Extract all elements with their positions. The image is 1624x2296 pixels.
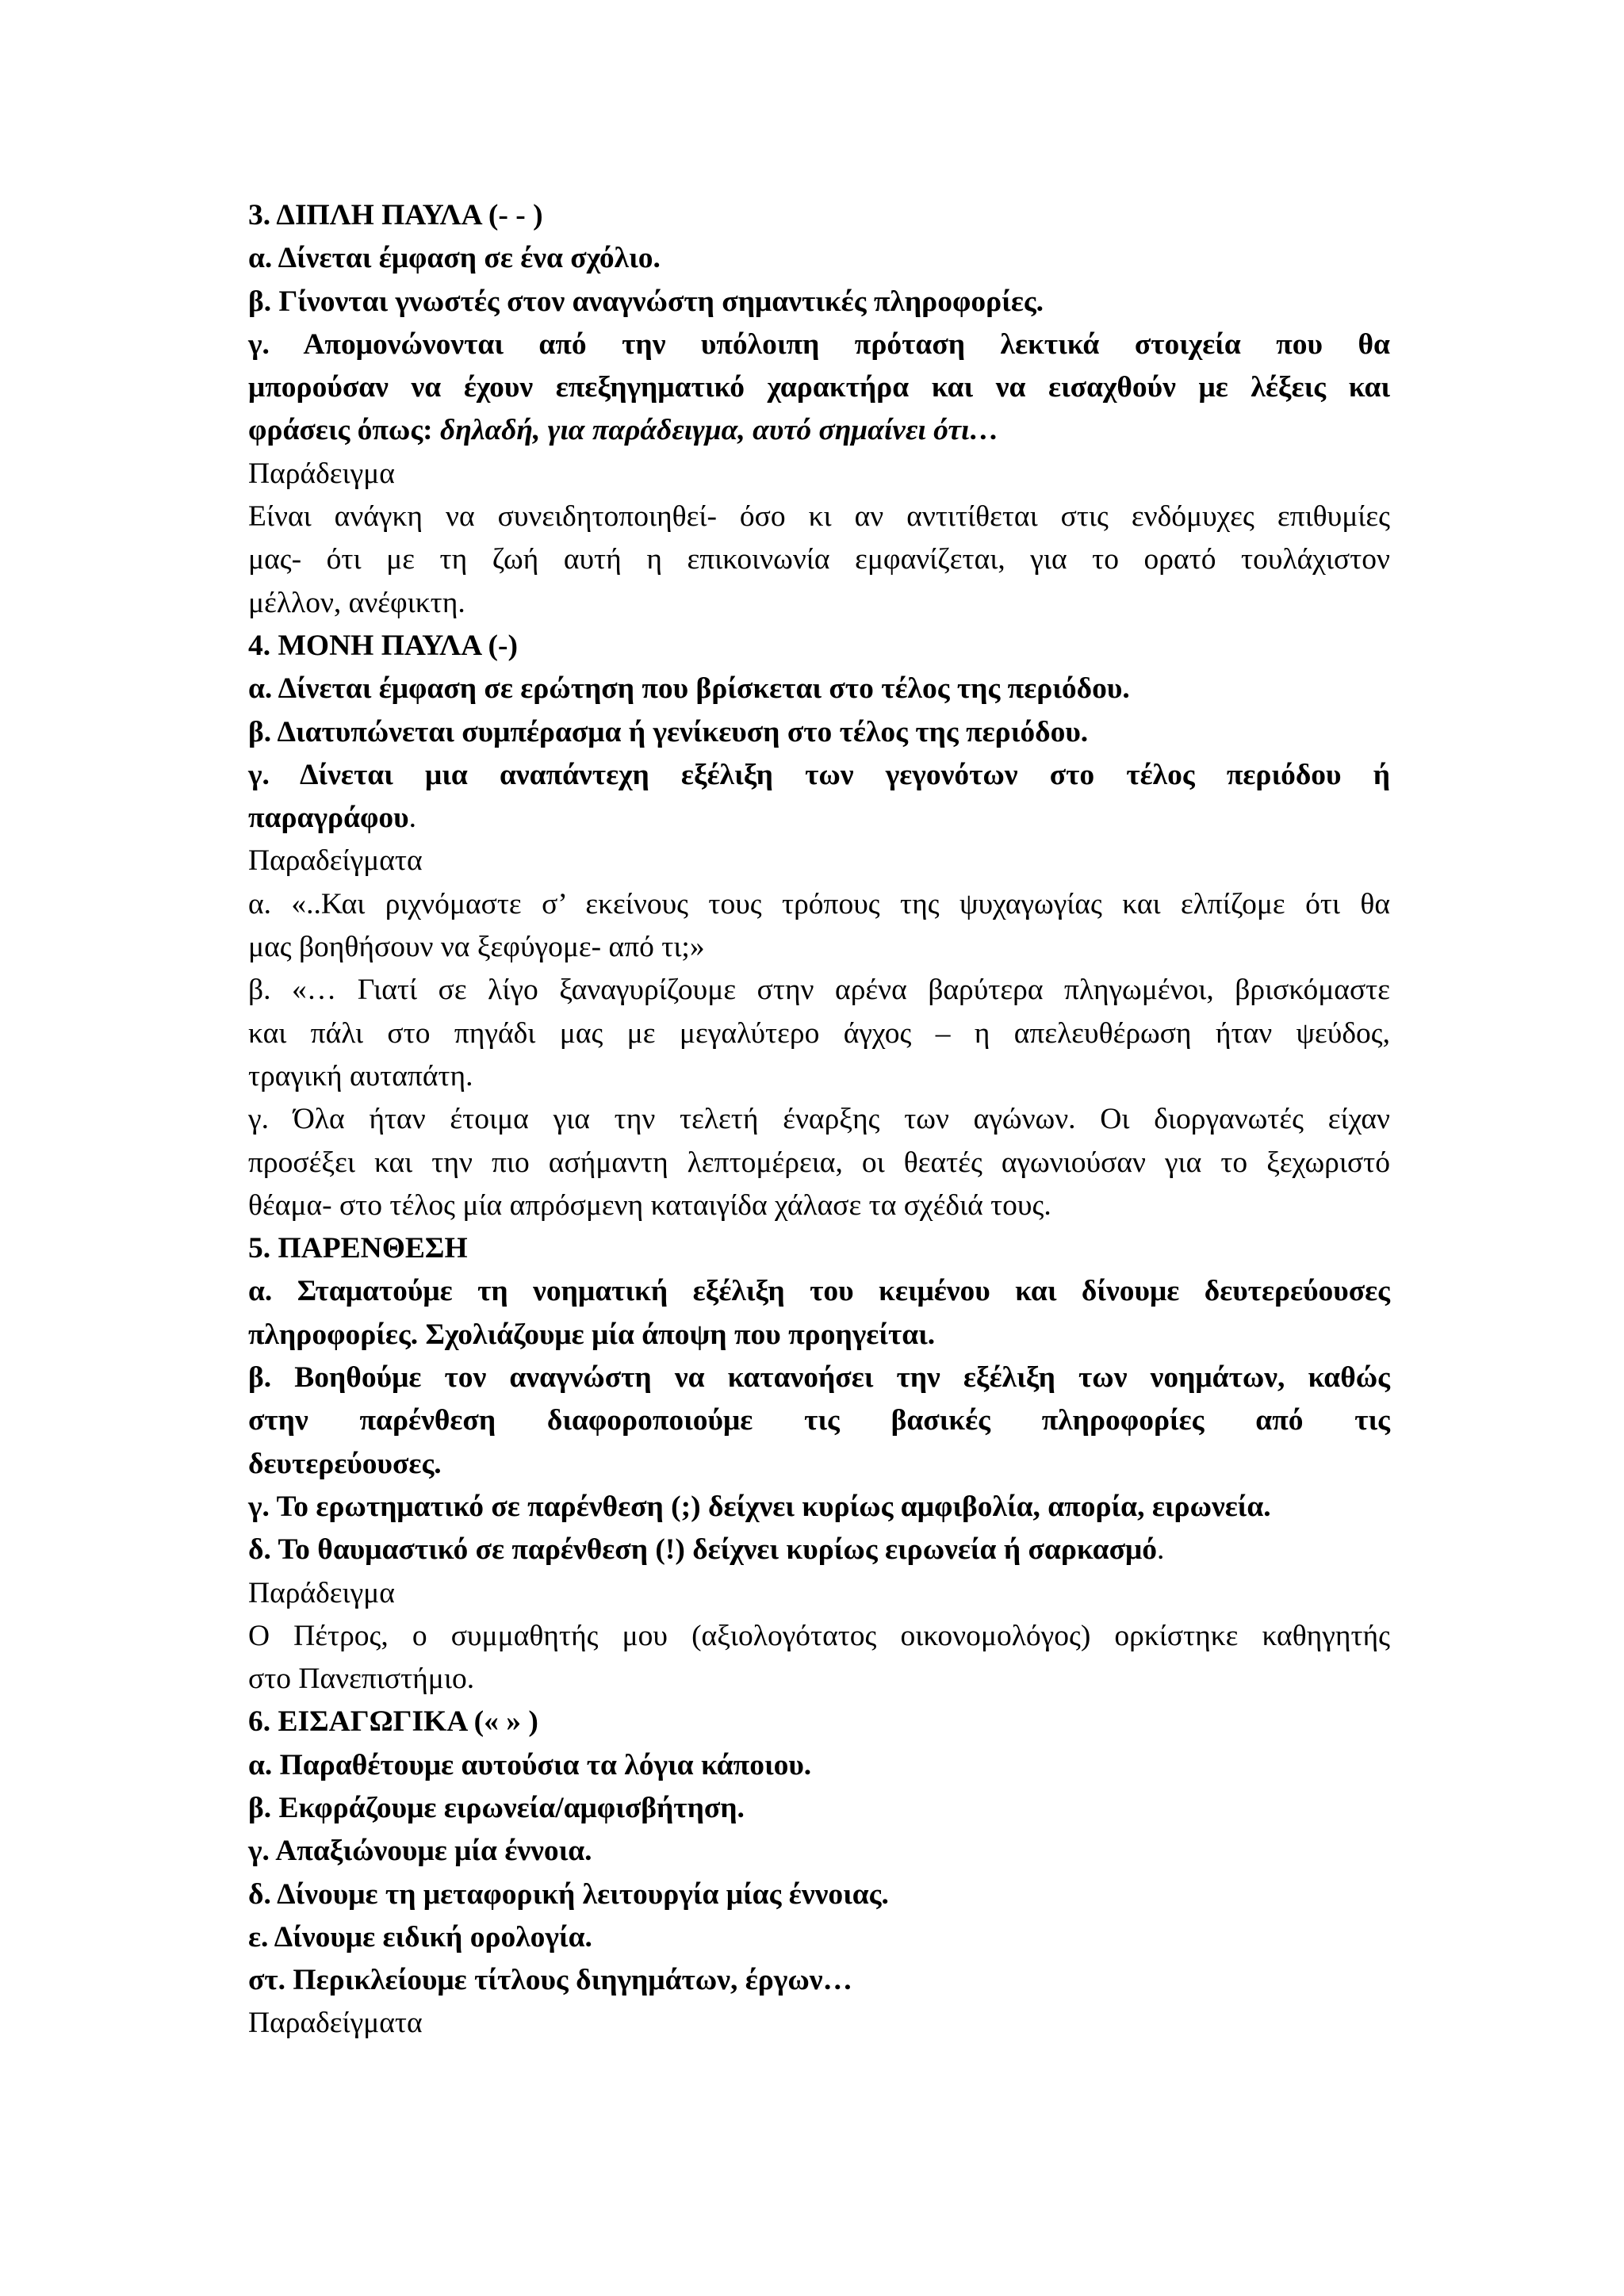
section-5-item-a-line-1: α. Σταματούμε τη νοηματική εξέλιξη του κειμένου και δίνουμε δευτερεύουσες	[248, 1275, 1390, 1308]
section-5-item-d-text: δ. Το θαυμαστικό σε παρένθεση (!) δείχνει κυρίως ειρωνεία ή σαρκασμό	[248, 1533, 1157, 1567]
section-6-item-a: α. Παραθέτουμε αυτούσια τα λόγια κάποιου.	[248, 1748, 812, 1781]
section-6-examples-label: Παραδείγματα	[248, 2007, 423, 2040]
section-4-item-b: β. Διατυπώνεται συμπέρασμα ή γενίκευση στο τέλος της περιόδου.	[248, 715, 1089, 748]
section-4-heading: 4. ΜΟΝΗ ΠΑΥΛΑ (-)	[248, 629, 518, 662]
section-3-item-b: β. Γίνονται γνωστές στον αναγνώστη σημαντικές πληροφορίες.	[248, 285, 1044, 318]
section-4-example-a-line-2: μας βοηθήσουν να ξεφύγομε- από τι;»	[248, 931, 705, 964]
section-3-item-g-text: φράσεις όπως:	[248, 414, 441, 447]
section-3-example-line-1: Είναι ανάγκη να συνειδητοποιηθεί- όσο κι αν αντιτίθεται στις ενδόμυχες επιθυμίες	[248, 500, 1390, 534]
section-5-heading: 5. ΠΑΡΕΝΘΕΣΗ	[248, 1232, 468, 1265]
section-4-example-g-line-3: θέαμα- στο τέλος μία απρόσμενη καταιγίδα χάλασε τα σχέδιά τους.	[248, 1188, 1051, 1222]
section-5-item-d-period: .	[1156, 1533, 1165, 1567]
section-4-example-a-line-1: α. «..Και ριχνόμαστε σ’ εκείνους τους τρόπους της ψυχαγωγίας και ελπίζομε ότι θα	[248, 887, 1390, 920]
section-4-examples-label: Παραδείγματα	[248, 844, 423, 878]
section-4-example-b-line-1: β. «… Γιατί σε λίγο ξαναγυρίζουμε στην αρένα βαρύτερα πληγωμένοι, βρισκόμαστε	[248, 974, 1390, 1007]
section-6-item-st: στ. Περικλείουμε τίτλους διηγημάτων, έργων…	[248, 1964, 853, 1997]
section-5-item-b-line-2: στην παρένθεση διαφοροποιούμε τις βασικές πληροφορίες από τις	[248, 1404, 1390, 1437]
section-4-example-g-line-1: γ. Όλα ήταν έτοιμα για την τελετή έναρξης των αγώνων. Οι διοργανωτές είχαν	[248, 1103, 1390, 1136]
section-4-item-g-line-2	[248, 797, 1390, 840]
section-5-example-line-2: στο Πανεπιστήμιο.	[248, 1663, 475, 1696]
section-6-item-d: δ. Δίνουμε τη μεταφορική λειτουργία μίας έννοιας.	[248, 1877, 889, 1911]
section-3-item-g-examples: δηλαδή, για παράδειγμα, αυτό σημαίνει ότι…	[440, 414, 999, 447]
section-5-item-b-line-1: β. Βοηθούμε τον αναγνώστη να κατανοήσει την εξέλιξη των νοημάτων, καθώς	[248, 1361, 1390, 1395]
section-4-example-b-line-3: τραγική αυταπάτη.	[248, 1059, 473, 1093]
section-3-item-a: α. Δίνεται έμφαση σε ένα σχόλιο.	[248, 242, 661, 275]
section-6-item-b: β. Εκφράζουμε ειρωνεία/αμφισβήτηση.	[248, 1791, 745, 1824]
section-4-item-a: α. Δίνεται έμφαση σε ερώτηση που βρίσκεται στο τέλος της περιόδου.	[248, 672, 1130, 706]
section-6-item-e: ε. Δίνουμε ειδική ορολογία.	[248, 1920, 592, 1954]
section-5-example-line-1: Ο Πέτρος, ο συμμαθητής μου (αξιολογότατος οικονομολόγος) ορκίστηκε καθηγητής	[248, 1619, 1390, 1652]
section-3-item-g-line-3	[248, 409, 1390, 452]
section-3-example-line-2: μας- ότι με τη ζωή αυτή η επικοινωνία εμφανίζεται, για το ορατό τουλάχιστον	[248, 543, 1390, 576]
section-5-item-a-line-2: πληροφορίες. Σχολιάζουμε μία άποψη που προηγείται.	[248, 1318, 936, 1351]
section-3-item-g-line-1: γ. Απομονώνονται από την υπόλοιπη πρόταση λεκτικά στοιχεία που θα	[248, 327, 1390, 361]
section-4-item-g-line-1: γ. Δίνεται μια αναπάντεχη εξέλιξη των γεγονότων στο τέλος περιόδου ή	[248, 758, 1390, 791]
section-3-example-label: Παράδειγμα	[248, 457, 395, 490]
section-3-item-g-line-2: μπορούσαν να έχουν επεξηγηματικό χαρακτήρα και να εισαχθούν με λέξεις και	[248, 371, 1390, 404]
section-3-heading: 3. ΔΙΠΛΗ ΠΑΥΛΑ (- - )	[248, 199, 543, 232]
section-4-example-g-line-2: προσέξει και την πιο ασήμαντη λεπτομέρεια, οι θεατές αγωνιούσαν για το ξεχωριστό	[248, 1146, 1390, 1179]
section-5-item-g: γ. Το ερωτηματικό σε παρένθεση (;) δείχνει κυρίως αμφιβολία, απορία, ειρωνεία.	[248, 1490, 1271, 1523]
section-5-item-b-line-3: δευτερεύουσες.	[248, 1447, 442, 1480]
section-6-heading: 6. ΕΙΣΑΓΩΓΙΚΑ (« » )	[248, 1705, 538, 1739]
document-page	[248, 194, 1390, 2045]
section-4-example-b-line-2: και πάλι στο πηγάδι μας με μεγαλύτερο άγχος – η απελευθέρωση ήταν ψεύδος,	[248, 1016, 1390, 1050]
section-5-item-d	[248, 1529, 1390, 1571]
section-6-item-g: γ. Απαξιώνουμε μία έννοια.	[248, 1835, 592, 1868]
section-4-item-g-period: .	[408, 802, 416, 835]
section-5-example-label: Παράδειγμα	[248, 1576, 395, 1609]
section-3-example-line-3: μέλλον, ανέφικτη.	[248, 586, 465, 619]
section-4-item-g-word: παραγράφου	[248, 802, 409, 835]
